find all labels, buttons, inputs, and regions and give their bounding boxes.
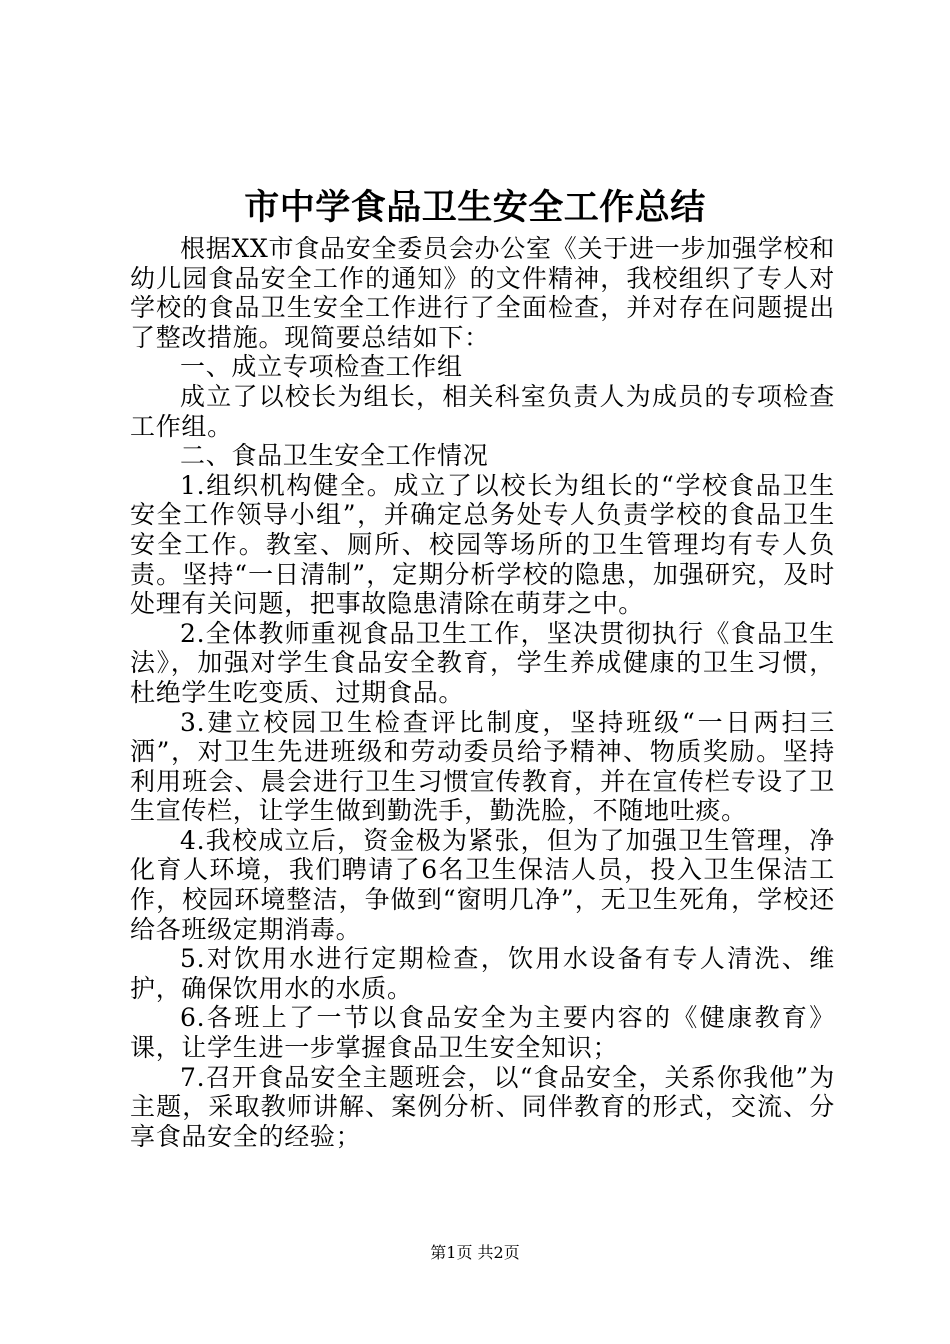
item-1-paragraph: 1.组织机构健全。成立了以校长为组长的“学校食品卫生安全工作领导小组”，并确定总务处专人负责学校的食品卫生安全工作。教室、厕所、校园等场所的卫生管理均有专人负责。坚持“一日清制”，定期分析学校的隐患，加强研究，及时处理有关问题，把事故隐患清除在萌芽之中。 (130, 470, 835, 619)
item-3-paragraph: 3.建立校园卫生检查评比制度，坚持班级“一日两扫三洒”，对卫生先进班级和劳动委员给予精神、物质奖励。坚持利用班会、晨会进行卫生习惯宣传教育，并在宣传栏专设了卫生宣传栏，让学生做到勤洗手，勤洗脸，不随地吐痰。 (130, 707, 835, 826)
item-7-paragraph: 7.召开食品安全主题班会，以“食品安全，关系你我他”为主题，采取教师讲解、案例分析、同伴教育的形式，交流、分享食品安全的经验； (130, 1062, 835, 1151)
item-4-paragraph: 4.我校成立后，资金极为紧张，但为了加强卫生管理，净化育人环境，我们聘请了6名卫生保洁人员，投入卫生保洁工作，校园环境整洁，争做到“窗明几净”，无卫生死角，学校还给各班级定期消毒。 (130, 825, 835, 944)
item-6-paragraph: 6.各班上了一节以食品安全为主要内容的《健康教育》课，让学生进一步掌握食品卫生安全知识； (130, 1003, 835, 1063)
item-5-paragraph: 5.对饮用水进行定期检查，饮用水设备有专人清洗、维护，确保饮用水的水质。 (130, 944, 835, 1003)
page-footer: 第1页 共2页 (430, 1243, 520, 1262)
section-heading-1: 一、成立专项检查工作组 (180, 352, 463, 382)
intro-paragraph: 根据XX市食品安全委员会办公室《关于进一步加强学校和幼儿园食品安全工作的通知》的文件精神，我校组织了专人对学校的食品卫生安全工作进行了全面检查，并对存在问题提出了整改措施。现简要总结如下： (130, 234, 835, 352)
document-body (130, 234, 835, 1151)
section-1-paragraph: 成立了以校长为组长，相关科室负责人为成员的专项检查工作组。 (130, 381, 835, 441)
section-heading-2: 二、食品卫生安全工作情况 (180, 441, 489, 471)
item-2-paragraph: 2.全体教师重视食品卫生工作，坚决贯彻执行《食品卫生法》，加强对学生食品安全教育，学生养成健康的卫生习惯，杜绝学生吃变质、过期食品。 (130, 618, 835, 707)
document-title: 市中学食品卫生安全工作总结 (244, 187, 706, 228)
